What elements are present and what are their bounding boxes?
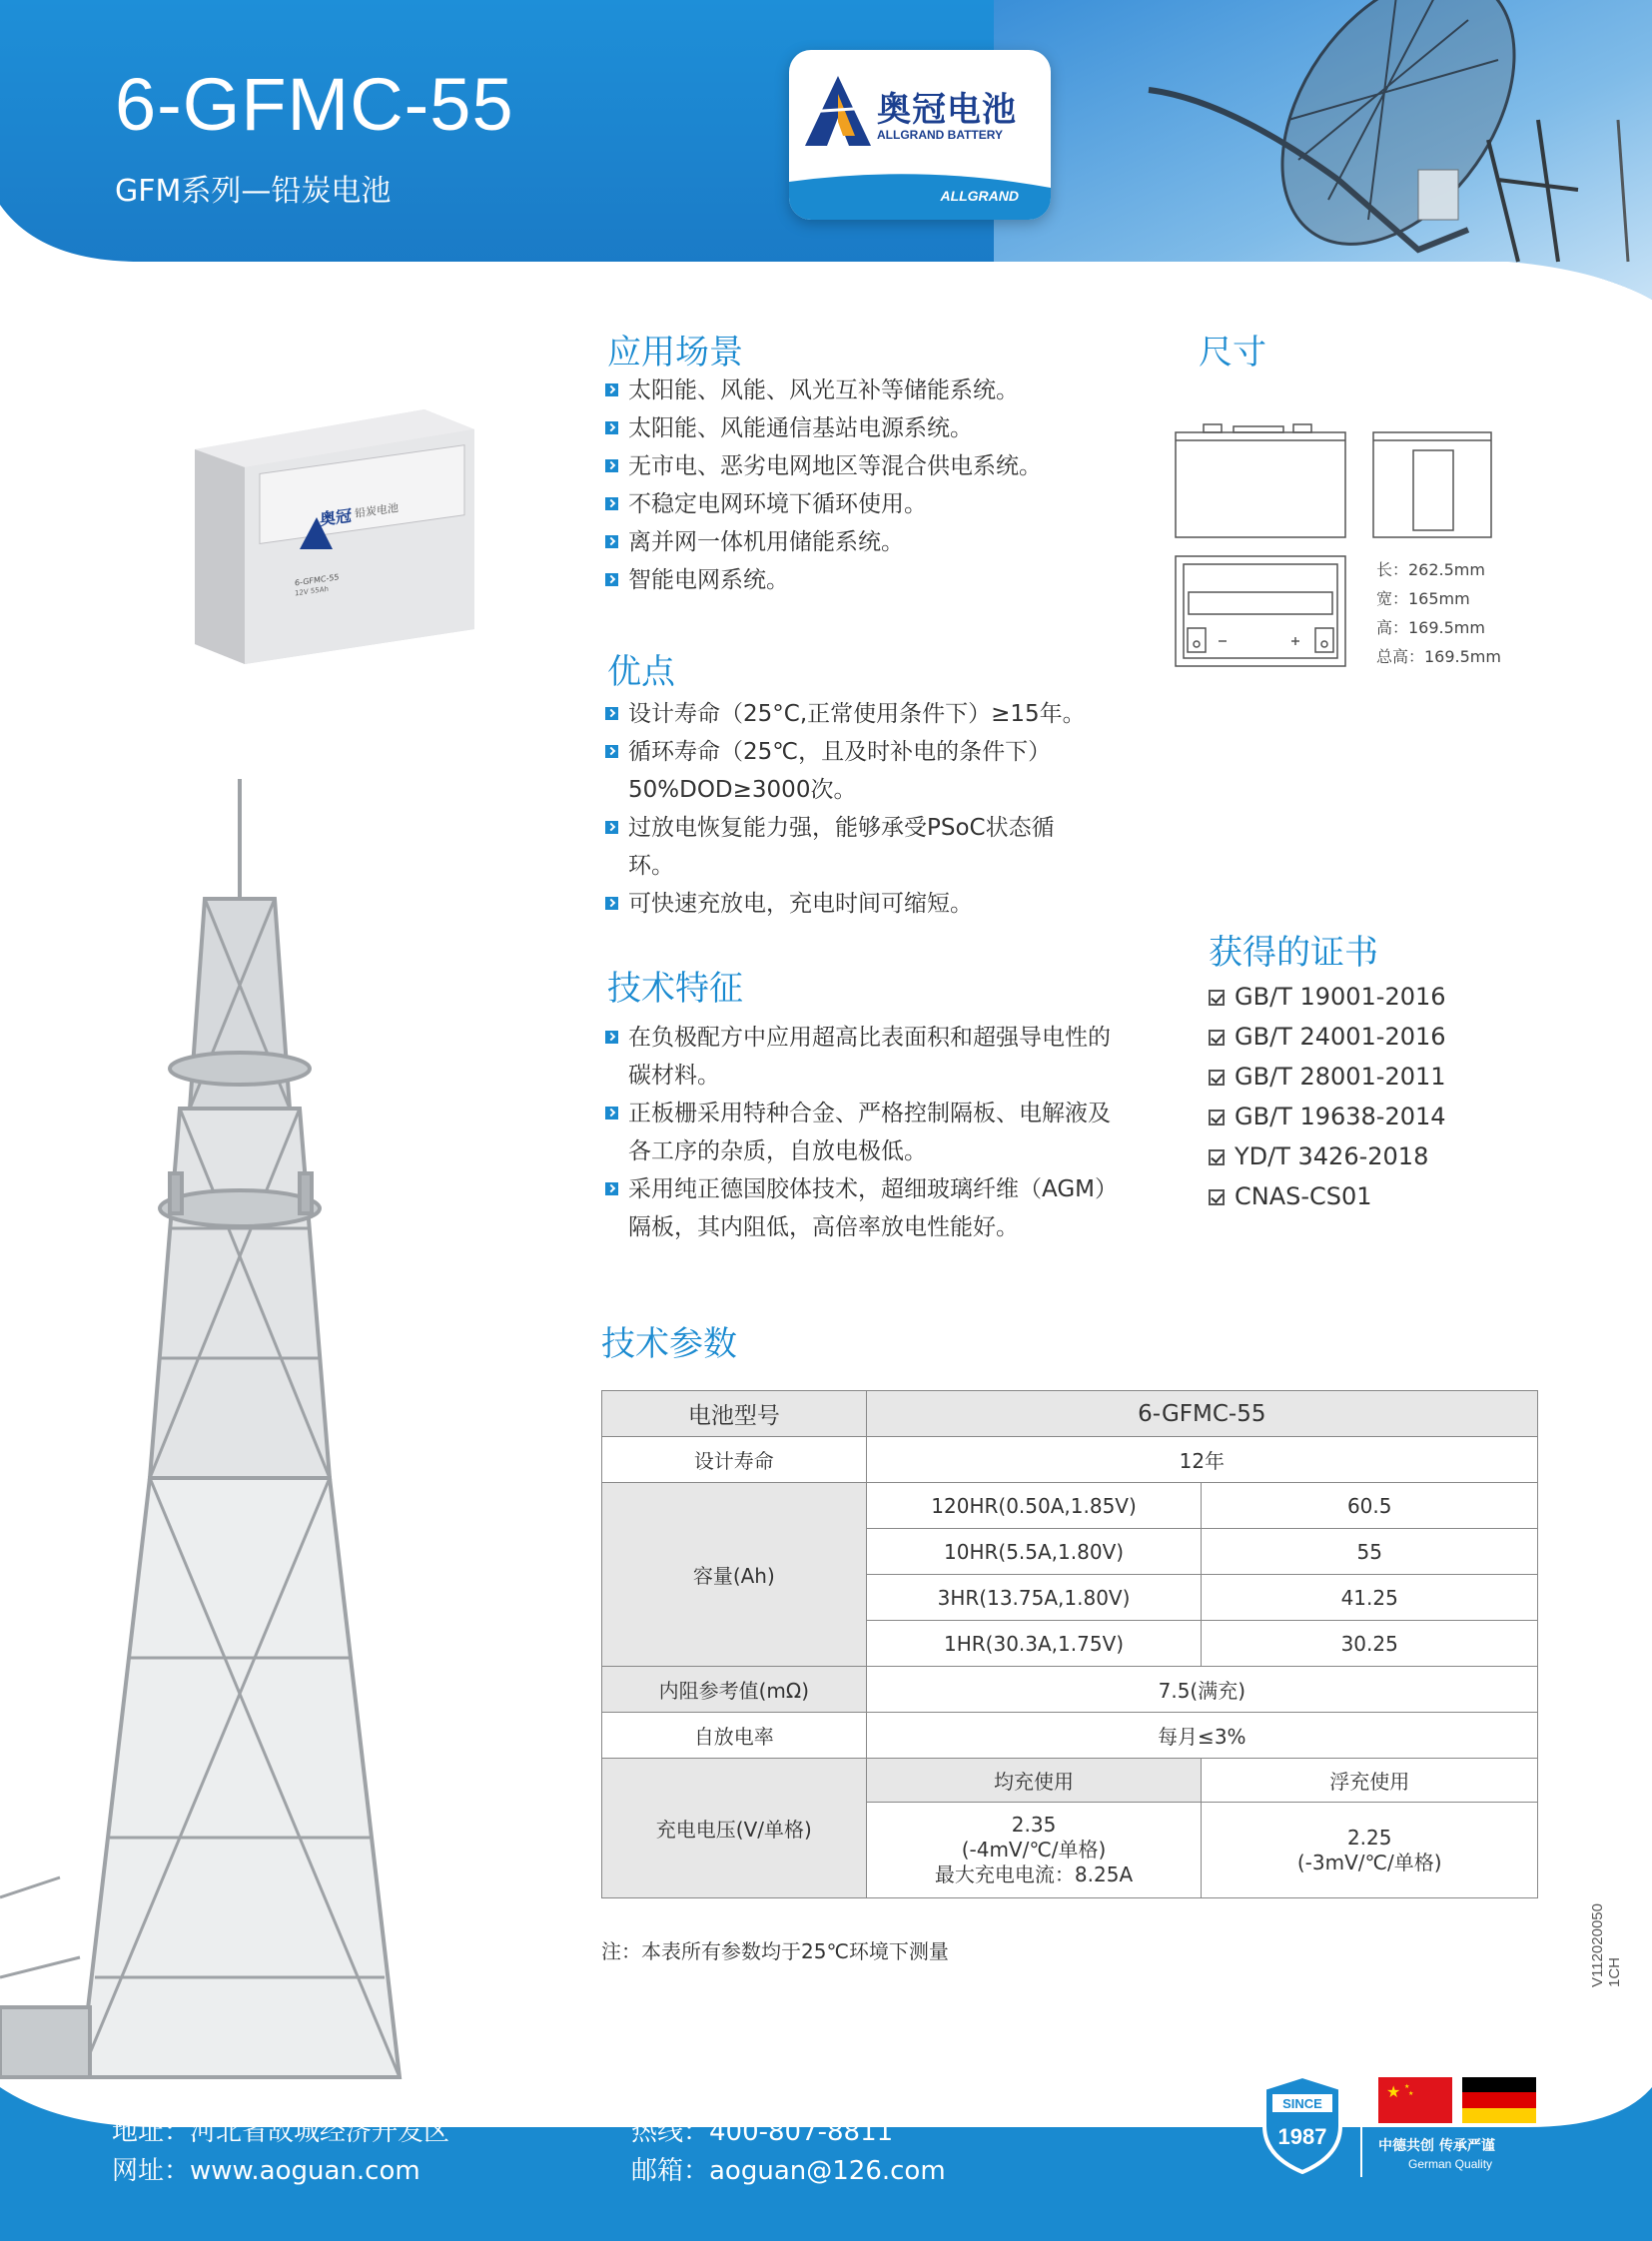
product-title: 6-GFMC-55 — [115, 63, 514, 146]
svg-text:★: ★ — [1386, 2082, 1401, 2101]
table-row — [602, 1667, 1538, 1713]
certificate-item: GB/T 19001-2016 — [1209, 977, 1446, 1017]
footer-divider — [1360, 2077, 1364, 2177]
features-list — [605, 1019, 1118, 1246]
bullet-icon — [605, 573, 618, 586]
capacity-label: 容量(Ah) — [602, 1483, 867, 1667]
bullet-icon — [605, 821, 618, 834]
list-item: 设计寿命（25°C,正常使用条件下）≥15年。 — [605, 695, 1086, 733]
list-item-continued: 50%DOD≥3000次。 — [628, 777, 857, 803]
capacity-value: 60.5 — [1202, 1483, 1538, 1529]
model-value: 6-GFMC-55 — [866, 1391, 1537, 1437]
checkbox-icon — [1209, 990, 1225, 1006]
list-item-continued: 环。 — [628, 853, 674, 879]
since-label: SINCE — [1282, 2096, 1322, 2111]
brand-logo-card — [789, 50, 1051, 220]
bullet-icon — [605, 745, 618, 758]
list-item: 太阳能、风能通信基站电源系统。 — [605, 409, 1042, 447]
certificates-heading: 获得的证书 — [1209, 933, 1378, 973]
equalize-voltage: 2.35 — [1011, 1813, 1057, 1837]
equalize-max-current: 最大充电电流：8.25A — [934, 1863, 1134, 1886]
features-heading: 技术特征 — [607, 969, 743, 1009]
certificate-item: GB/T 24001-2016 — [1209, 1017, 1446, 1057]
bullet-icon — [605, 1031, 618, 1044]
float-coefficient: (-3mV/℃/单格) — [1296, 1850, 1442, 1874]
dimension-height: 高：169.5mm — [1376, 618, 1485, 637]
capacity-rate: 120HR(0.50A,1.85V) — [866, 1483, 1202, 1529]
list-item: 无市电、恶劣电网地区等混合供电系统。 — [605, 447, 1042, 485]
list-item-continued: 各工序的杂质，自放电极低。 — [628, 1138, 927, 1164]
dimension-width: 宽：165mm — [1376, 589, 1470, 608]
list-item: 过放电恢复能力强，能够承受PSoC状态循 — [605, 809, 1086, 847]
life-label: 设计寿命 — [602, 1437, 867, 1483]
capacity-value: 41.25 — [1202, 1575, 1538, 1621]
footer-hotline[interactable]: 热线：400-807-8811 — [631, 2117, 894, 2147]
list-item: 离并网一体机用储能系统。 — [605, 523, 1042, 561]
equalize-label: 均充使用 — [866, 1759, 1202, 1803]
battery-product-image — [185, 389, 484, 669]
application-heading: 应用场景 — [607, 333, 743, 373]
checkbox-icon — [1209, 1030, 1225, 1046]
table-row — [602, 1483, 1538, 1529]
bullet-icon — [605, 1107, 618, 1120]
list-item-continued: 隔板，其内阻低，高倍率放电性能好。 — [628, 1214, 1019, 1240]
logo-brand-text: ALLGRAND — [940, 188, 1019, 204]
list-item-continued: 碳材料。 — [628, 1063, 720, 1089]
certificates-list — [1209, 977, 1446, 1216]
bullet-icon — [605, 383, 618, 396]
dimension-total-height: 总高：169.5mm — [1376, 647, 1501, 666]
logo-chinese-name: 奥冠电池 — [877, 90, 1017, 130]
dimensions-heading: 尺寸 — [1199, 333, 1266, 373]
version-code: V112020050 1CH — [1589, 1903, 1623, 1987]
table-row — [602, 1391, 1538, 1437]
certificate-item: CNAS-CS01 — [1209, 1176, 1446, 1216]
bullet-icon — [605, 459, 618, 472]
float-voltage: 2.25 — [1346, 1825, 1392, 1850]
since-year: 1987 — [1277, 2124, 1327, 2149]
bullet-icon — [605, 535, 618, 548]
bullet-icon — [605, 421, 618, 434]
certificate-item: GB/T 28001-2011 — [1209, 1057, 1446, 1097]
logo-english-name: ALLGRAND BATTERY — [877, 128, 1003, 142]
dimension-specs — [1376, 555, 1501, 671]
product-label-voltage: 12V 55Ah — [295, 583, 329, 598]
capacity-rate: 3HR(13.75A,1.80V) — [866, 1575, 1202, 1621]
list-item: 智能电网系统。 — [605, 561, 1042, 599]
equalize-coefficient: (-4mV/℃/单格) — [961, 1838, 1107, 1862]
life-value: 12年 — [866, 1437, 1537, 1483]
checkbox-icon — [1209, 1070, 1225, 1086]
list-item: 正板栅采用特种合金、严格控制隔板、电解液及 — [605, 1095, 1118, 1132]
float-label: 浮充使用 — [1202, 1759, 1538, 1803]
product-label-cn: 奥冠 — [320, 505, 352, 530]
slogan-text: 中德共创 传承严谨 — [1378, 2138, 1495, 2154]
capacity-rate: 10HR(5.5A,1.80V) — [866, 1529, 1202, 1575]
table-row — [602, 1759, 1538, 1803]
table-row — [602, 1437, 1538, 1483]
header-banner — [0, 0, 1652, 320]
china-flag-icon — [1378, 2077, 1452, 2123]
capacity-value: 55 — [1202, 1529, 1538, 1575]
product-label-type: 铅炭电池 — [355, 500, 399, 521]
product-label-model: 6-GFMC-55 — [295, 572, 340, 588]
allgrand-logo-icon — [803, 74, 873, 148]
bullet-icon — [605, 707, 618, 720]
float-values — [1202, 1803, 1538, 1898]
self-discharge-value: 每月≤3% — [866, 1713, 1537, 1759]
checkbox-icon — [1209, 1189, 1225, 1205]
footer-address: 地址：河北省故城经济开发区 — [112, 2117, 450, 2147]
list-item: 采用纯正德国胶体技术，超细玻璃纤维（AGM） — [605, 1170, 1118, 1208]
self-discharge-label: 自放电率 — [602, 1713, 867, 1759]
german-quality-text: German Quality — [1408, 2157, 1493, 2171]
table-row — [602, 1713, 1538, 1759]
flags-group — [1378, 2077, 1540, 2177]
checkbox-icon — [1209, 1149, 1225, 1165]
model-label: 电池型号 — [602, 1391, 867, 1437]
application-list — [605, 372, 1042, 599]
resistance-label: 内阻参考值(mΩ) — [602, 1667, 867, 1713]
list-item: 在负极配方中应用超高比表面积和超强导电性的 — [605, 1019, 1118, 1057]
capacity-rate: 1HR(30.3A,1.75V) — [866, 1621, 1202, 1667]
footer-website[interactable]: 网址：www.aoguan.com — [112, 2156, 420, 2186]
list-item: 太阳能、风能、风光互补等储能系统。 — [605, 372, 1042, 409]
certificate-item: GB/T 19638-2014 — [1209, 1097, 1446, 1136]
checkbox-icon — [1209, 1110, 1225, 1125]
bullet-icon — [605, 497, 618, 510]
resistance-value: 7.5(满充) — [866, 1667, 1537, 1713]
list-item: 可快速充放电，充电时间可缩短。 — [605, 885, 1086, 923]
charge-voltage-label: 充电电压(V/单格) — [602, 1759, 867, 1898]
bullet-icon — [605, 1182, 618, 1195]
germany-flag-icon — [1462, 2077, 1536, 2123]
dimension-length: 长：262.5mm — [1376, 560, 1485, 579]
product-subtitle: GFM系列—铅炭电池 — [115, 174, 392, 209]
spec-table — [601, 1390, 1538, 1898]
since-1987-badge — [1260, 2074, 1344, 2174]
certificate-item: YD/T 3426-2018 — [1209, 1136, 1446, 1176]
bullet-icon — [605, 897, 618, 910]
telecom-tower-illustration — [0, 779, 559, 2087]
svg-text:★: ★ — [1408, 2090, 1414, 2097]
equalize-values — [866, 1803, 1202, 1898]
advantages-heading: 优点 — [607, 652, 675, 692]
table-note: 注：本表所有参数均于25℃环境下测量 — [601, 1939, 949, 1963]
list-item: 循环寿命（25℃，且及时补电的条件下） — [605, 733, 1086, 771]
footer-email[interactable]: 邮箱：aoguan@126.com — [631, 2156, 946, 2186]
spec-table-heading: 技术参数 — [601, 1324, 737, 1364]
svg-text:★: ★ — [1404, 2083, 1410, 2090]
list-item: 不稳定电网环境下循环使用。 — [605, 485, 1042, 523]
advantages-list — [605, 695, 1086, 923]
capacity-value: 30.25 — [1202, 1621, 1538, 1667]
